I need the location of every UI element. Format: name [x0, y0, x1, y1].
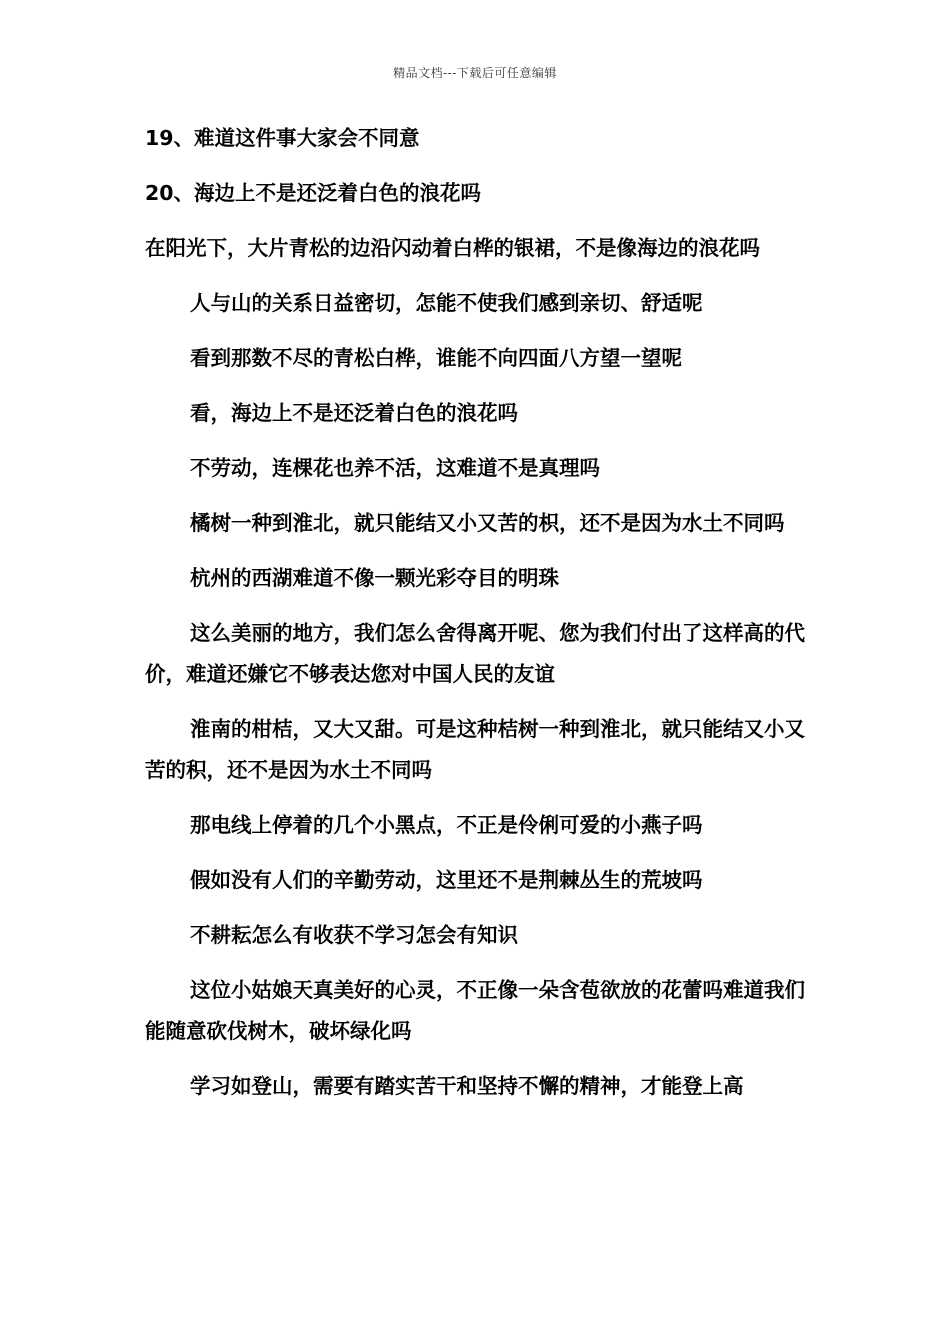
page-header: 精品文档---下载后可任意编辑 [393, 66, 557, 80]
paragraph: 在阳光下，大片青松的边沿闪动着白桦的银裙，不是像海边的浪花吗 [145, 236, 760, 260]
paragraph: 橘树一种到淮北，就只能结又小又苦的枳，还不是因为水土不同吗 [190, 511, 785, 535]
paragraph: 19、难道这件事大家会不同意 [145, 126, 420, 150]
paragraph: 这么美丽的地方，我们怎么舍得离开呢、您为我们付出了这样高的代价，难道还嫌它不够表达您对中国人民的友谊 [145, 621, 805, 686]
paragraph: 学习如登山，需要有踏实苦干和坚持不懈的精神，才能登上高 [190, 1074, 744, 1098]
document-body [145, 118, 809, 1121]
paragraph: 杭州的西湖难道不像一颗光彩夺目的明珠 [190, 566, 559, 590]
paragraph: 淮南的柑桔，又大又甜。可是这种桔树一种到淮北，就只能结又小又苦的积，还不是因为水土不同吗 [145, 717, 805, 782]
paragraph: 看，海边上不是还泛着白色的浪花吗 [190, 401, 518, 425]
paragraph: 假如没有人们的辛勤劳动，这里还不是荆棘丛生的荒坡吗 [190, 868, 703, 892]
paragraph: 不劳动，连棵花也养不活，这难道不是真理吗 [190, 456, 600, 480]
paragraph: 看到那数不尽的青松白桦，谁能不向四面八方望一望呢 [190, 346, 682, 370]
paragraph: 不耕耘怎么有收获不学习怎会有知识 [190, 923, 518, 947]
paragraph: 20、海边上不是还泛着白色的浪花吗 [145, 181, 482, 205]
paragraph: 人与山的关系日益密切，怎能不使我们感到亲切、舒适呢 [190, 291, 703, 315]
paragraph: 那电线上停着的几个小黑点，不正是伶俐可爱的小燕子吗 [190, 813, 703, 837]
paragraph: 这位小姑娘天真美好的心灵，不正像一朵含苞欲放的花蕾吗难道我们能随意砍伐树木，破坏绿化吗 [145, 978, 805, 1043]
